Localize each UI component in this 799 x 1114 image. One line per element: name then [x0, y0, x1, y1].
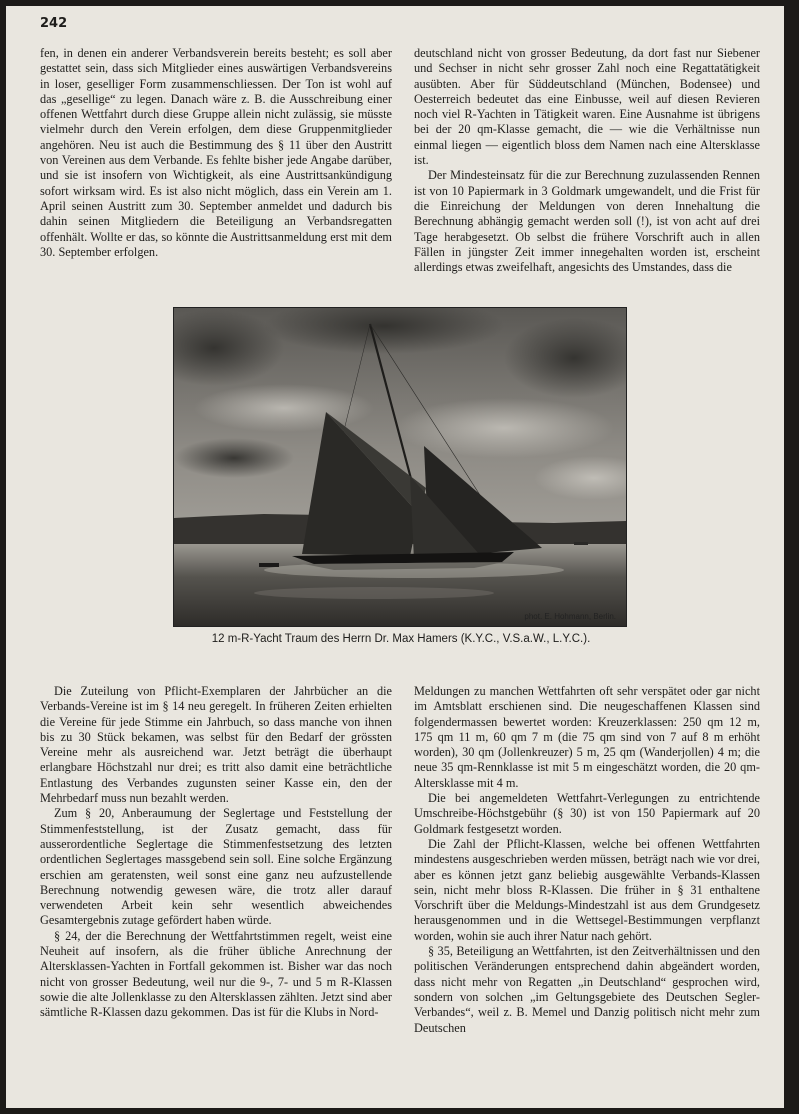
paragraph: Die Zahl der Pflicht-Klassen, welche bei offenen Wettfahrten mindestens ausgeschrieben werden müssen, beträgt nach wie vor drei, aber es können jetzt ganz beliebig ausgewählte Verbands-Klassen sein, nicht mehr bloss R-Klassen. Die früher in § 31 enthaltene Vorschrift über die Meldungs-Mindestzahl ist aus dem Grundgesetz herausgenommen und in die Wettsegel-Bestimmungen verpflanzt worden, wohin sie auch ihrer Natur nach gehört.: [414, 836, 760, 943]
paragraph: § 35, Beteiligung an Wettfahrten, ist den Zeitverhältnissen und den politischen Veränderungen entsprechend dahin abgeändert worden, dass nicht mehr von Regatten „in Deutschland“ gesprochen wird, sondern von solchen „im Geltungsgebiete des Deutschen Segler-Verbandes“, weil z. B. Memel und Danzig politisch nicht mehr zum Deutschen: [414, 944, 760, 1035]
paragraph: Meldungen zu manchen Wettfahrten oft sehr verspätet oder gar nicht im Amtsblatt erschienen sind. Die neugeschaffenen Klassen sind folgendermassen bewertet worden: Kreuzerklassen: 250 qm 12 m, 175 qm 11 m, 60 qm 7 m (die 75 qm sind von 7 auf 8 m erhöht worden), 30 qm (Jollenkreuzer) 5 m, 25 qm (Wanderjollen) 4 m; die neue 35 qm-Rennklasse ist mit 5 m eingeschätzt worden, die 20 qm-Altersklasse mit 4 m.: [414, 684, 760, 790]
paragraph: Die Zuteilung von Pflicht-Exemplaren der Jahrbücher an die Verbands-Vereine ist im § 14 neu geregelt. In früheren Zeiten erhielten die Vereine für jede Stimme ein Jahrbuch, so dass manche von ihnen bis zu 30 Stück bekamen, was selbst für den Bedarf der grössten Vereine mehr als ausreichend war. Jetzt beträgt die überhaupt erlangbare Höchstzahl nur drei; es tritt also damit eine beträchtliche Entlastung des Verbandes zugunsten seiner Kasse ein, den der Mehrbedarf muss nun bezahlt werden.: [40, 684, 392, 806]
yacht-photo: [173, 307, 627, 627]
photo-credit: phot. E. Hohmann, Berlin.: [524, 612, 616, 621]
column-bottom-left: [40, 684, 392, 1021]
paragraph: § 24, der die Berechnung der Wettfahrtstimmen regelt, weist eine Neuheit auf insofern, als die früher übliche Anrechnung der Altersklassen-Yachten in Fortfall gekommen ist. Bisher war das noch nicht von grosser Bedeutung, weil nur die 9-, 7- und 5 m R-Klassen sowie die alte Jollenklasse zu den Altersklassen zählten. Jetzt sind aber sämtliche R-Klassen dazu gekommen. Das ist für die Klubs in Nord-: [40, 928, 392, 1020]
paragraph: fen, in denen ein anderer Verbandsverein bereits besteht; es soll aber gestattet sein, dass sich Mitglieder eines auswärtigen Verbandsvereins in loser, geselliger Form zusammenschliessen. Der Ton ist wohl auf das „gesellige“ zu legen. Danach wäre z. B. die Ausschreibung einer offenen Wettfahrt durch diese Gruppe allein nicht zulässig, sie müsste vielmehr durch den Verein erfolgen, dem diese Gruppenmitglieder angehören. Neu ist auch die Bestimmung des § 11 über den Austritt von Vereinen aus dem Verbande. Es fehlte bisher jede Angabe darüber, und sie ist insofern von Wichtigkeit, als eine Austrittsankündigung sofort wirksam wird. Es ist also nicht möglich, dass ein Verein am 1. April seinen Austritt zum 30. September anmeldet und dadurch bis dahin seinen Mitgliedern die Beteiligung an Verbandsregatten offenhält. Wollte er das, so könnte die Austrittsanmeldung erst mit dem 30. September erfolgen.: [40, 46, 392, 259]
paragraph: Der Mindesteinsatz für die zur Berechnung zuzulassenden Rennen ist von 10 Papiermark in 3 Goldmark umgewandelt, und die Frist für die Einreichung der Meldungen von deren Innehaltung die Berechnung abhängig gemacht werden soll (!), ist von acht auf drei Tage herabgesetzt. Ob selbst die frühere Vorschrift auch in allen Fällen in jüngster Zeit immer innegehalten worden ist, erscheint allerdings etwas zweifelhaft, angesichts des Umstandes, dass die: [414, 168, 760, 275]
column-top-left: [40, 46, 392, 260]
sailing-yacht-illustration: [174, 308, 626, 626]
page-number: 242: [40, 16, 68, 31]
paragraph: deutschland nicht von grosser Bedeutung, da dort fast nur Siebener und Sechser in nicht sehr grosser Zahl noch eine Regattatätigkeit ausübten. Aber für Süddeutschland (München, Bodensee) und Oesterreich bedeutet das eine Einbusse, weil auf diesen Revieren noch viel R-Yachten in Tätigkeit waren. Eine Ausnahme ist übrigens bei der 20 qm-Klasse gemacht, die — wie die Verhältnisse nun einmal liegen — eigentlich bloss dem Namen nach eine Altersklasse ist.: [414, 46, 760, 168]
paragraph: Die bei angemeldeten Wettfahrt-Verlegungen zu entrichtende Umschreibe-Höchstgebühr (§ 30) ist von 150 Papiermark auf 20 Goldmark festgesetzt worden.: [414, 791, 760, 836]
document-page: [6, 6, 784, 1108]
paragraph: Zum § 20, Anberaumung der Seglertage und Feststellung der Stimmenfeststellung, ist der Zusatz gemacht, dass für ausserordentliche Seglertage die Stimmenfestsetzung des letzten ordentlichen Seglertages massgebend sein soll. Eine solche Ergänzung erschien am geratensten, weil sonst eine ganz neu aufzustellende Berechnung notwendig gewesen wäre, die trotz aller darauf verwendeten Arbeit kein sehr wesentlich abweichendes Gesamtergebnis zutage gefördert haben würde.: [40, 806, 392, 928]
photo-caption: 12 m-R-Yacht Traum des Herrn Dr. Max Hamers (K.Y.C., V.S.a.W., L.Y.C.).: [211, 633, 591, 645]
column-bottom-right: [414, 684, 760, 1036]
column-top-right: [414, 46, 760, 275]
